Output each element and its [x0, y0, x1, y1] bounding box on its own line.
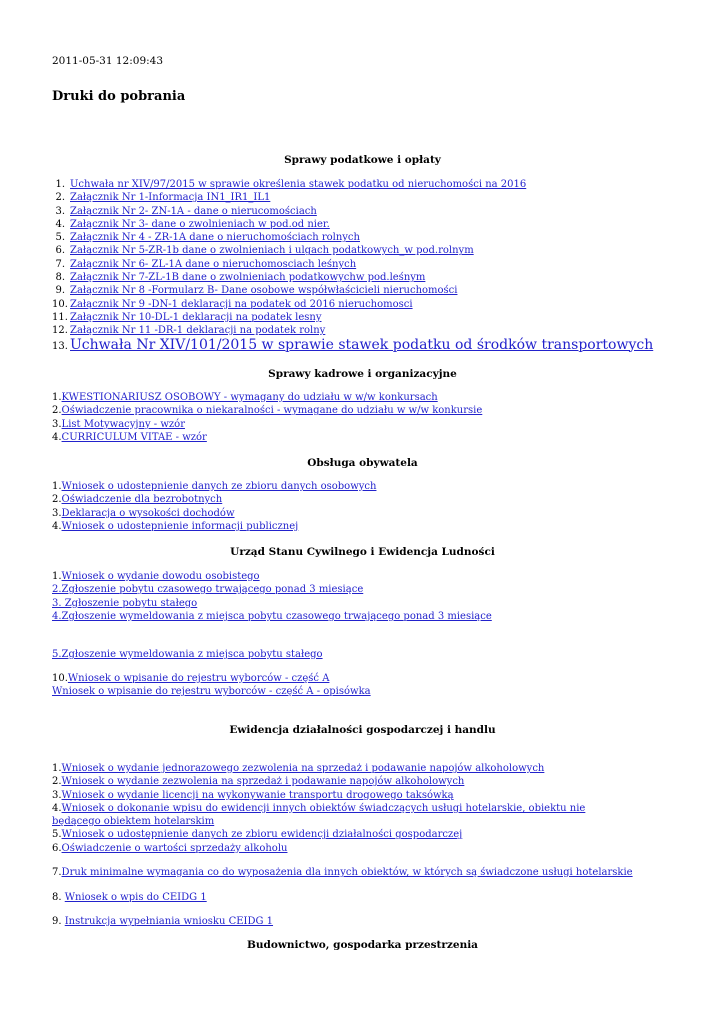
list-item-number: 3. — [52, 507, 62, 519]
section-heading-obywatel: Obsługa obywatela — [307, 457, 418, 469]
timestamp: 2011-05-31 12:09:43 — [52, 55, 164, 67]
page-title: Druki do pobrania — [52, 89, 186, 104]
document-link[interactable]: Wniosek o udostepnienie informacji publicznej — [61, 520, 299, 532]
document-link[interactable]: Załącznik Nr 9 -DN-1 deklaracji na podatek od 2016 nieruchomosci — [70, 298, 413, 310]
list-item-number: 2. — [55, 192, 65, 204]
list-item — [52, 685, 371, 698]
section-heading-usc: Urząd Stanu Cywilnego i Ewidencja Ludności — [230, 546, 495, 558]
list-item-number: 1. — [52, 481, 62, 492]
list-item — [52, 842, 632, 855]
document-link[interactable]: 5.Zgłoszenie wymeldowania z miejsca pobytu stałego — [52, 649, 323, 660]
document-link[interactable]: Wniosek o wydanie dowodu osobistego — [61, 571, 260, 582]
list-item-number: 2. — [52, 405, 62, 417]
list-item — [52, 648, 323, 661]
list-item — [52, 218, 653, 231]
list-item — [52, 271, 653, 284]
list-kadry — [52, 391, 482, 444]
list-item-number: 4. — [52, 802, 62, 814]
section-heading-kadry: Sprawy kadrowe i organizacyjne — [268, 368, 457, 380]
list-item-number: 10. — [52, 673, 68, 684]
list-item — [52, 672, 329, 685]
document-link[interactable]: 2.Zgłoszenie pobytu czasowego trwającego ponad 3 miesiące — [52, 584, 364, 595]
document-link[interactable]: Wniosek o wpis do CEIDG 1 — [64, 892, 207, 903]
section-heading-budownictwo: Budownictwo, gospodarka przestrzenia — [246, 939, 478, 951]
list-item-number: 13. — [52, 340, 68, 352]
list-item — [52, 789, 632, 802]
list-item — [52, 493, 376, 506]
document-link[interactable]: Wniosek o udostępnienie danych ze zbioru ewidencji działalności gospodarczej — [61, 829, 463, 841]
list-item — [52, 178, 653, 191]
document-link[interactable]: Deklaracja o wysokości dochodów — [61, 507, 235, 519]
list-item — [52, 802, 632, 829]
list-item-number: 4. — [52, 431, 62, 443]
list-item — [52, 507, 376, 520]
list-item — [52, 311, 653, 324]
list-item-number: 6. — [55, 245, 65, 257]
list-item — [52, 391, 482, 404]
document-link[interactable]: Instrukcja wypełniania wniosku CEIDG 1 — [64, 916, 274, 927]
document-link[interactable]: KWESTIONARIUSZ OSOBOWY - wymagany do udziału w w/w konkursach — [61, 392, 438, 403]
list-item — [52, 828, 632, 841]
document-link[interactable]: Załącznik Nr 10-DL-1 deklaracji na podatek lesny — [70, 311, 322, 323]
list-item — [52, 610, 492, 623]
list-item — [52, 570, 260, 583]
section-heading-dzialalnosc: Ewidencja działalności gospodarczej i handlu — [229, 724, 496, 736]
list-item — [52, 915, 273, 928]
list-item — [52, 762, 632, 775]
document-link[interactable]: Oświadczenie o wartości sprzedaży alkoholu — [61, 842, 288, 854]
list-item-number: 3. — [55, 205, 65, 217]
list-item — [52, 258, 653, 271]
document-link[interactable]: Załącznik Nr 4 - ZR-1A dane o nieruchomościach rolnych — [70, 232, 360, 244]
document-link[interactable]: Uchwała Nr XIV/101/2015 w sprawie stawek podatku od środków transportowych — [70, 336, 654, 353]
list-item-number: 1. — [55, 179, 65, 190]
list-item — [52, 480, 376, 493]
document-link[interactable]: Wniosek o wydanie licencji na wykonywanie transportu drogowego taksówką — [61, 789, 454, 801]
document-link[interactable]: Wniosek o wpisanie do rejestru wyborców - część A - opisówka — [52, 686, 371, 697]
list-item — [52, 891, 207, 904]
document-link[interactable]: Oświadczenie dla bezrobotnych — [61, 494, 223, 506]
list-item-number: 5. — [55, 232, 65, 244]
list-item-number: 6. — [52, 842, 62, 854]
list-obywatel — [52, 480, 376, 533]
document-link[interactable]: Wniosek o udostepnienie danych ze zbioru danych osobowych — [61, 481, 377, 492]
document-link[interactable]: List Motywacyjny - wzór — [61, 418, 185, 430]
list-item — [52, 284, 653, 297]
list-item — [52, 205, 653, 218]
list-item — [52, 431, 482, 444]
list-item-number: 8. — [52, 892, 65, 903]
document-link[interactable]: Załącznik Nr 5-ZR-1b dane o zwolnieniach i ulgach podatkowych_w pod.rolnym — [70, 245, 474, 257]
list-item-number: 3. — [52, 418, 62, 430]
list-item-number: 1. — [52, 571, 62, 582]
document-link[interactable]: Załącznik Nr 6- ZL-1A dane o nieruchomosciach leśnych — [70, 258, 357, 270]
document-link[interactable]: Załącznik Nr 8 -Formularz B- Dane osobowe współwłaścicieli nieruchomości — [70, 285, 458, 297]
list-item-number: 7. — [52, 867, 62, 878]
list-item — [52, 583, 363, 596]
document-link[interactable]: 3. Zgłoszenie pobytu stałego — [52, 598, 198, 609]
list-item-number: 4. — [52, 520, 62, 532]
list-item — [52, 191, 653, 204]
document-link[interactable]: Druk minimalne wymagania co do wyposażenia dla innych obiektów, w których są świadczone usługi hotelarskie — [61, 867, 633, 878]
document-link[interactable]: Wniosek o dokonanie wpisu do ewidencji innych obiektów świadczących usługi hotelarskie, obiektu nie będącego obiektem hotelarskim — [52, 802, 586, 828]
section-heading-podatki: Sprawy podatkowe i opłaty — [284, 154, 441, 166]
list-item — [52, 324, 653, 337]
list-item — [52, 597, 197, 610]
list-item-number: 8. — [55, 272, 65, 284]
list-item-number: 1. — [52, 392, 62, 403]
document-link[interactable]: Wniosek o wpisanie do rejestru wyborców - część A — [67, 673, 330, 684]
list-dzialalnosc — [52, 762, 632, 855]
list-podatki — [52, 178, 653, 353]
list-item-number: 10. — [52, 298, 68, 310]
list-item — [52, 298, 653, 311]
document-link[interactable]: Załącznik Nr 3- dane o zwolnieniach w pod.od nier. — [70, 218, 330, 230]
list-item-number: 9. — [55, 285, 65, 297]
list-item — [52, 244, 653, 257]
list-item-number: 7. — [55, 258, 65, 270]
list-item-number: 5. — [52, 829, 62, 841]
document-link[interactable]: Uchwała nr XIV/97/2015 w sprawie określenia stawek podatku od nieruchomości na 2016 — [70, 179, 527, 190]
list-item-number: 3. — [52, 789, 62, 801]
list-item — [52, 866, 633, 879]
list-item — [52, 418, 482, 431]
document-link[interactable]: 4.Zgłoszenie wymeldowania z miejsca pobytu czasowego trwającego ponad 3 miesiące — [52, 611, 492, 622]
list-item — [52, 775, 632, 788]
document-link[interactable]: Wniosek o wydanie jednorazowego zezwolenia na sprzedaż i podawanie napojów alkoholowych — [61, 763, 545, 774]
list-item — [52, 336, 654, 353]
document-link[interactable]: Załącznik Nr 7-ZL-1B dane o zwolnieniach podatkowychw pod.leśnym — [70, 272, 426, 284]
document-link[interactable]: Załącznik Nr 2- ZN-1A - dane o nierucomościach — [70, 205, 317, 217]
list-item-number: 11. — [52, 311, 68, 323]
list-item — [52, 231, 653, 244]
document-link[interactable]: Oświadczenie pracownika o niekaralności - wymagane do udziału w w/w konkursie — [61, 405, 483, 417]
list-item-number: 12. — [52, 325, 68, 337]
list-item — [52, 404, 482, 417]
list-item-number: 2. — [52, 776, 62, 788]
list-item-number: 9. — [52, 916, 65, 927]
document-link[interactable]: CURRICULUM VITAE - wzór — [61, 431, 207, 443]
document-link[interactable]: Załącznik Nr 1-Informacja IN1_IR1_IL1 — [70, 192, 271, 204]
list-item — [52, 520, 376, 533]
list-item-number: 2. — [52, 494, 62, 506]
document-link[interactable]: Wniosek o wydanie zezwolenia na sprzedaż i podawanie napojów alkoholowych — [61, 776, 465, 788]
list-item-number: 4. — [55, 218, 65, 230]
document-link[interactable]: Załącznik Nr 11 -DR-1 deklaracji na podatek rolny — [70, 325, 326, 337]
list-item-number: 1. — [52, 763, 62, 774]
